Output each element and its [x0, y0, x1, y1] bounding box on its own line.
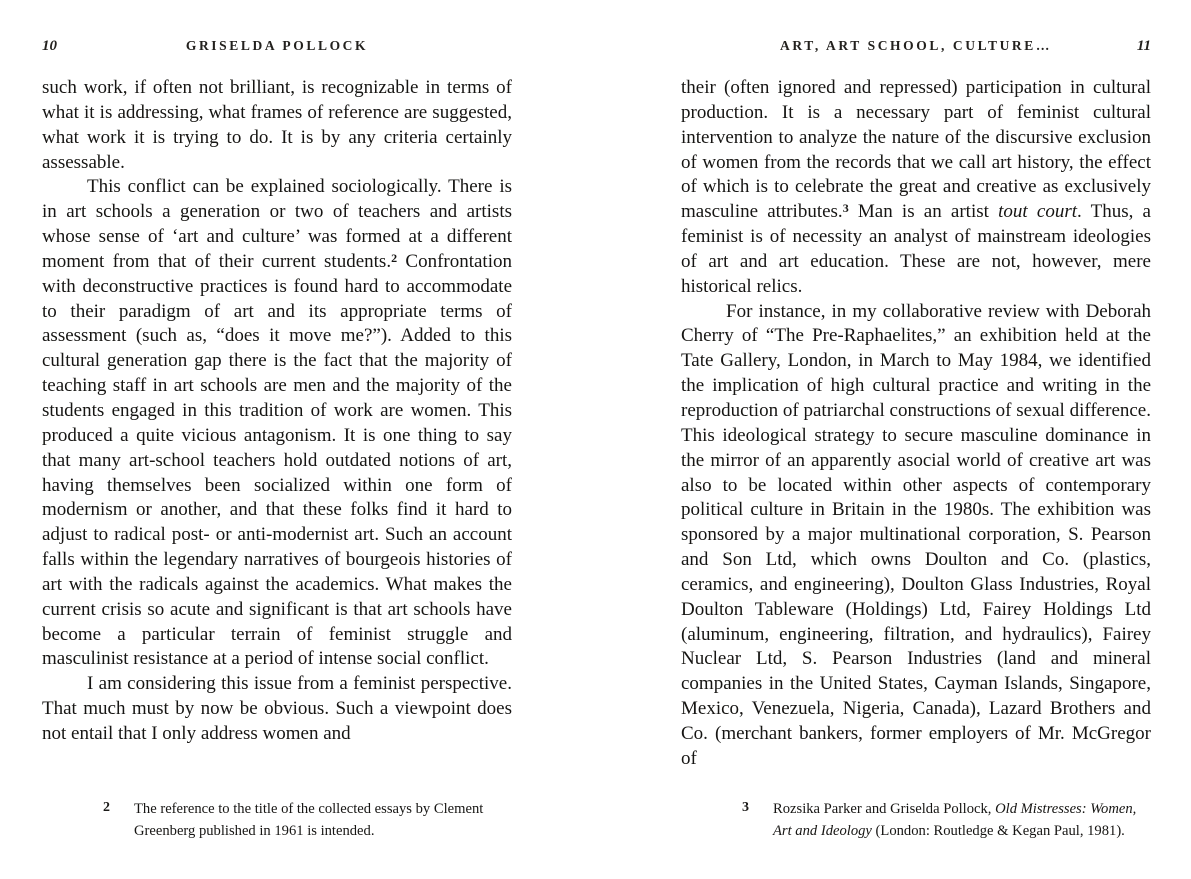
paragraph: This conflict can be explained sociologically. There is in art schools a generation or two of teachers and artists whose sense of ‘art and culture’ was formed at a different moment from that of their current students.$^2$ Confrontation with deconstructive practices is found hard to accommodate to their paradigm of art and its appropriate terms of assessment (such as, “does it move me?”). Added to this cultural generation gap there is the fact that the majority of teaching staff in art schools are men and the majority of the students engaged in this tradition of work are women. This produced a quite vicious antagonism. It is one thing to say that many art-school teachers hold outdated notions of art, having themselves been socialized within one form of modernism or another, and that these folks find it hard to adjust to radical post- or anti-modernist art. Such an account falls within the legendary narratives of bourgeois histories of art with the radicals against the academics. What makes the current crisis so acute and significant is that art schools have become a particular terrain of feminist struggle and masculinist resistance at a period of intense social conflict.	[42, 176, 512, 670]
running-header-left	[42, 38, 512, 56]
footnote-left	[103, 799, 505, 842]
footnote-text: The reference to the title of the collected essays by Clement Greenberg published in 1961 is intended.	[134, 801, 484, 839]
page-number-right: 11	[1136, 38, 1151, 54]
running-header-right	[681, 38, 1151, 56]
footnote-number: 3	[742, 800, 749, 815]
page-left	[42, 0, 512, 879]
footnote-number: 2	[103, 800, 110, 815]
footnote-text: Rozsika Parker and Griselda Pollock, Old Mistresses: Women, Art and Ideology (London: Routledge & Kegan Paul, 1981).	[773, 801, 1137, 839]
paragraph: I am considering this issue from a feminist perspective. That much must by now be obvious. Such a viewpoint does not entail that I only address women and	[42, 673, 512, 744]
page-number-left: 10	[42, 38, 57, 54]
footnote-right	[742, 799, 1144, 842]
running-head-left: GRISELDA POLLOCK	[185, 38, 369, 53]
paragraph: such work, if often not brilliant, is recognizable in terms of what it is addressing, what frames of reference are suggested, what work it is trying to do. It is by any criteria certainly assessable.	[42, 77, 512, 173]
paragraph: For instance, in my collaborative review with Deborah Cherry of “The Pre-Raphaelites,” an exhibition held at the Tate Gallery, London, in March to May 1984, we identified the implication of high cultural practice and writing in the reproduction of patriarchal constructions of sexual difference. This ideological strategy to secure masculine dominance in the mirror of an apparently asocial world of creative art was also to be located within other aspects of contemporary political culture in Britain in the 1980s. The exhibition was sponsored by a major multinational corporation, S. Pearson and Son Ltd, which owns Doulton and Co. (plastics, ceramics, and engineering), Doulton Glass Industries, Royal Doulton Tableware (Holdings) Ltd, Fairey Holdings Ltd (aluminum, engineering, filtration, and hydraulics), Fairey Nuclear Ltd, S. Pearson Industries (land and mineral companies in the United States, Cayman Islands, Singapore, Mexico, Venezuela, Nigeria, Canada), Lazard Brothers and Co. (merchant bankers, former employers of Mr. McGregor of	[681, 300, 1151, 769]
body-text-left	[42, 76, 512, 747]
body-text-right	[681, 76, 1151, 772]
paragraph: their (often ignored and repressed) participation in cultural production. It is a necessary part of feminist cultural intervention to analyze the nature of the discursive exclusion of women from the records that we call art history, the effect of which is to celebrate the great and creative as exclusively masculine attributes.$^3$ Man is an artist tout court. Thus, a feminist is of necessity an analyst of mainstream ideologies of art and art education. These are not, however, mere historical relics.	[681, 77, 1151, 297]
running-head-right: ART, ART SCHOOL, CULTURE…	[780, 38, 1052, 53]
page-right	[681, 0, 1151, 879]
